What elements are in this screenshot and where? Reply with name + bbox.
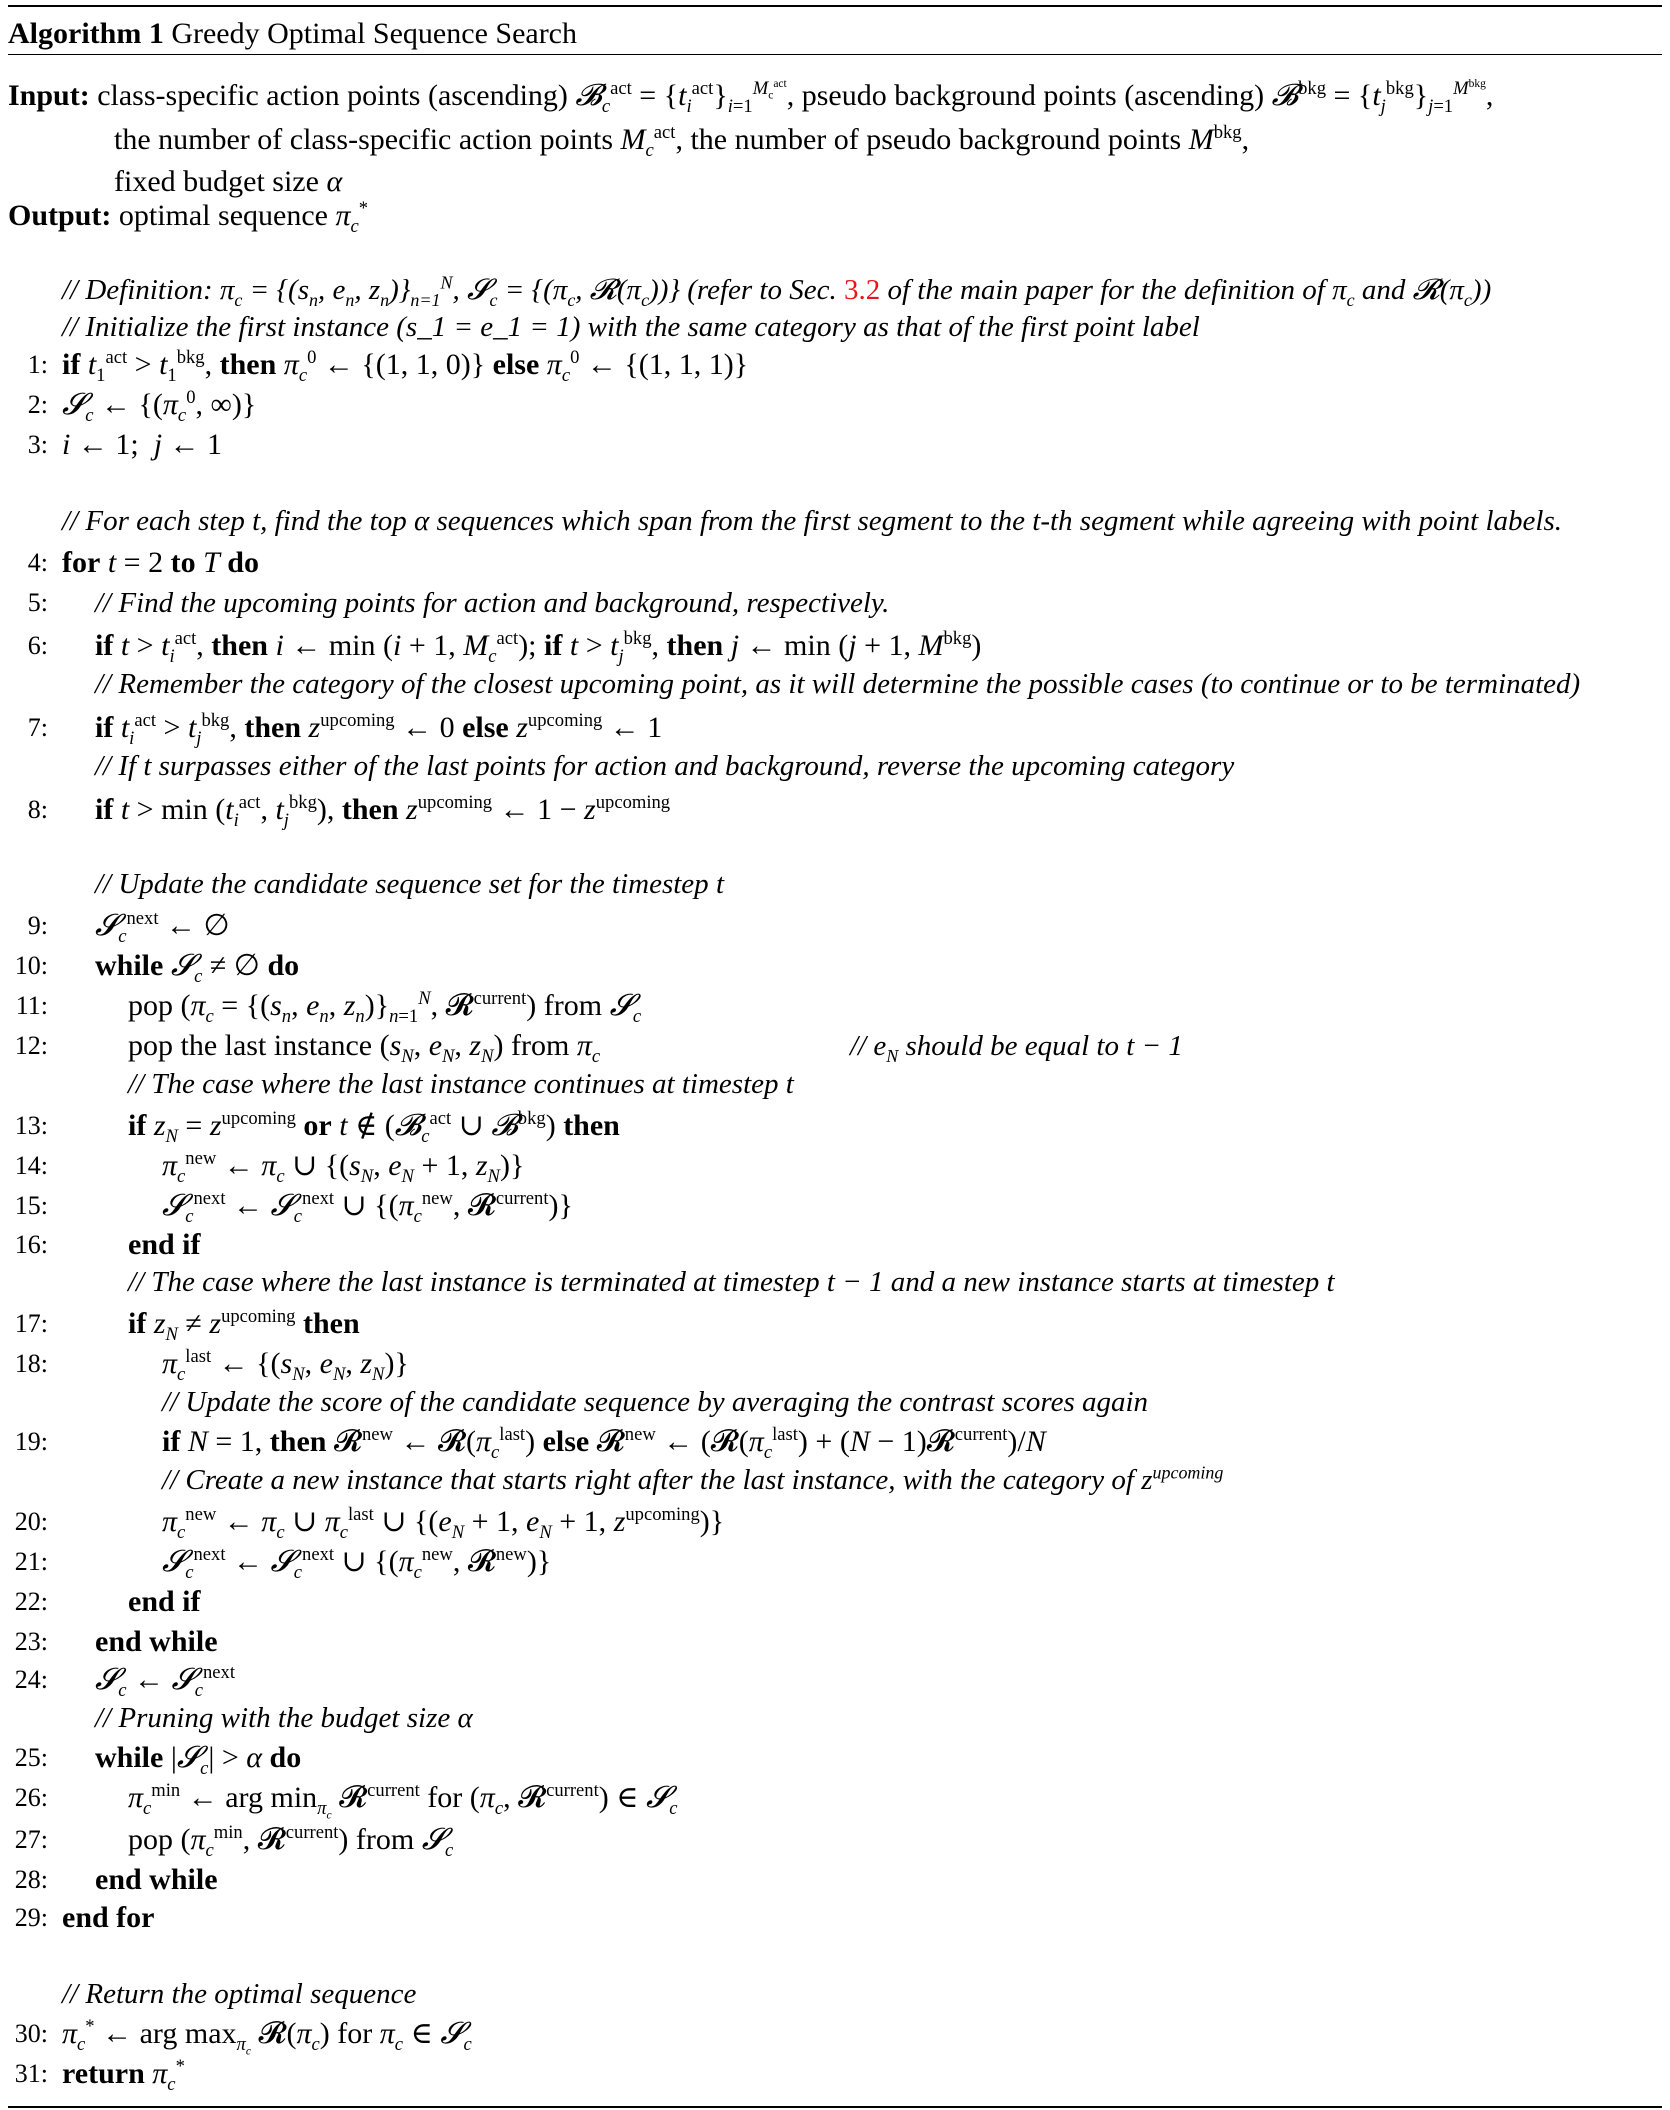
algo-line-17: if $z_N \ne z^{upcoming}$ then (128, 1306, 360, 1345)
line-number: 10: (14, 951, 48, 980)
line-number: 25: (14, 1743, 48, 1772)
comment-definition: // Definition: $\pi_c = \{(s_n$, $e_n$, $z_n)\}_{n=1}^N$, 𝓢$_c$ = {($\pi_c$, $𝓡(\pi_c)$)} (refer to Sec. 3.2 of the main paper for the definition of $\pi_c$ and $𝓡(\pi_c)$) (62, 272, 1492, 310)
comment-case-terminated: // The case where the last instance is terminated at timestep t − 1 and a new instance starts at timestep t (128, 1266, 1335, 1298)
algo-line-8: if $t > \min (t_i^{act}$, $t_j^{bkg}$), then $z^{upcoming}$ ← $1 - z^{upcoming}$ (95, 792, 671, 831)
algo-line-5: // Find the upcoming points for action and background, respectively. (95, 587, 890, 619)
algo-line-9: 𝓢$_c^{next}$ ← ∅ (95, 908, 230, 947)
line-number: 17: (14, 1309, 48, 1338)
algo-line-4: for t = 2 to T do (62, 546, 259, 579)
line-number: 24: (14, 1665, 48, 1694)
input-row (8, 77, 1494, 117)
line-number: 13: (14, 1111, 48, 1140)
algo-line-10: while 𝓢$_c$ ≠ ∅ do (95, 949, 300, 987)
line-number: 18: (14, 1349, 48, 1378)
line-number: 27: (14, 1825, 48, 1854)
line-number: 14: (14, 1151, 48, 1180)
line-number: 23: (14, 1627, 48, 1656)
bottom-rule (8, 2106, 1662, 2108)
comment-initialize: // Initialize the first instance (s_1 = e_1 = 1) with the same category as that of the first point label (62, 311, 1200, 343)
algorithm-label: Algorithm 1 (8, 17, 164, 50)
algorithm-caption (8, 16, 577, 52)
comment-for-each-step: // For each step t, find the top α sequences which span from the first segment to the t-th segment while agreeing with point labels. (62, 505, 1562, 537)
output-text: optimal sequence $\pi_c^*$ (118, 198, 369, 237)
section-ref-link[interactable]: 3.2 (843, 274, 881, 306)
line-number: 29: (14, 1903, 48, 1932)
line-number: 22: (14, 1587, 48, 1616)
algo-line-22: end if (128, 1585, 201, 1618)
algo-line-29: end for (62, 1901, 155, 1934)
comment-reverse-category: // If t surpasses either of the last points for action and background, reverse the upcoming category (95, 750, 1235, 782)
algo-line-31: return $\pi_c^*$ (62, 2056, 185, 2095)
output-row (8, 198, 369, 237)
input-line-3: fixed budget size α (114, 165, 343, 198)
algo-line-1: if $t_1^{act} > t_1^{bkg}$, then $\pi_c^0$ ← {(1, 1, 0)} else $\pi_c^0$ ← {(1, 1, 1)} (62, 347, 749, 386)
algo-line-11: pop ($\pi_c = \{(s_n$, $e_n$, $z_n)\}_{n=1}^N$, 𝓡$^{current}$) from 𝓢$_c$ (128, 988, 642, 1027)
line-number: 16: (14, 1230, 48, 1259)
comment-update-score: // Update the score of the candidate sequence by averaging the contrast scores again (162, 1386, 1149, 1418)
line-number: 7: (27, 713, 48, 742)
line-number: 3: (27, 430, 48, 459)
algo-line-7: if $t_i^{act} > t_j^{bkg}$, then $z^{upcoming}$ ← 0 else $z^{upcoming}$ ← 1 (95, 710, 663, 749)
line-number: 28: (14, 1865, 48, 1894)
comment-return: // Return the optimal sequence (62, 1978, 417, 2010)
line-number: 5: (27, 588, 48, 617)
line-number: 12: (14, 1031, 48, 1060)
line-number: 30: (14, 2019, 48, 2048)
algo-line-3: i ← 1; j ← 1 (62, 428, 223, 461)
algo-line-19: if N = 1, then 𝓡$^{new}$ ← $𝓡(\pi_c^{last})$ else 𝓡$^{new}$ ← ($𝓡(\pi_c^{last}) + (N$ − 1)𝓡$^{current}$)/N (162, 1424, 1046, 1463)
line-number: 20: (14, 1507, 48, 1536)
output-label: Output: (8, 199, 112, 232)
line-number: 15: (14, 1191, 48, 1220)
algo-line-6: if $t > t_i^{act}$, then i ← min (i + 1, $M_c^{act}$); if $t > t_j^{bkg}$, then j ← min (j + 1, $M^{bkg}$) (95, 628, 982, 667)
algo-line-21: 𝓢$_c^{next}$ ← 𝓢$_c^{next}$ ∪ {($\pi_c^{new}$, 𝓡$^{new}$)} (162, 1544, 552, 1583)
algo-line-27: pop ($\pi_c^{min}$, 𝓡$^{current}$) from 𝓢$_c$ (128, 1822, 454, 1861)
input-line-2: the number of class-specific action points $M_c^{act}$, the number of pseudo background points $M^{bkg}$, (114, 122, 1250, 161)
algo-line-15: 𝓢$_c^{next}$ ← 𝓢$_c^{next}$ ∪ {($\pi_c^{new}$, 𝓡$^{current}$)} (162, 1188, 573, 1227)
line-number: 9: (27, 911, 48, 940)
algo-line-25: while |𝓢$_c$| > α do (95, 1741, 302, 1779)
algo-line-30: $\pi_c^*$ ← arg $\max_{\pi_c}$ $𝓡(\pi_c)$ for $\pi_c$ ∈ 𝓢$_c$ (62, 2016, 472, 2058)
algorithm-title: Greedy Optimal Sequence Search (171, 17, 578, 50)
comment-create-instance: // Create a new instance that starts right after the last instance, with the category of $z^{upcoming}$ (162, 1462, 1224, 1496)
line-number: 21: (14, 1547, 48, 1576)
algo-line-12: pop the last instance ($s_N$, $e_N$, $z_N$) from $\pi_c$ (128, 1029, 601, 1067)
comment-en-equal: // $e_N$ should be equal to t − 1 (850, 1030, 1183, 1066)
line-number: 8: (27, 795, 48, 824)
line-number: 1: (27, 350, 48, 379)
algo-line-13: if $z_N = z^{upcoming}$ or t ∉ (𝓑$_c^{act}$ ∪ 𝓑$^{bkg}$) then (128, 1108, 620, 1147)
input-line-1: class-specific action points (ascending) 𝓑$_c^{act}$ = $\{t_i^{act}\}_{i=1}^{M_c^{act}}$, pseudo background points (ascending) 𝓑$^{bkg}$ = $\{t_j^{bkg}\}_{j=1}^{M^{bkg}}$, (97, 77, 1494, 117)
algo-line-18: $\pi_c^{last}$ ← {($s_N$, $e_N$, $z_N$)} (162, 1346, 409, 1385)
algo-line-23: end while (95, 1625, 218, 1658)
comment-update-candidates: // Update the candidate sequence set for the timestep t (95, 868, 724, 900)
comment-case-continue: // The case where the last instance continues at timestep t (128, 1068, 794, 1100)
algo-line-14: $\pi_c^{new}$ ← $\pi_c$ ∪ {($s_N$, $e_N + 1$, $z_N$)} (162, 1148, 525, 1187)
algo-line-28: end while (95, 1863, 218, 1896)
line-number: 2: (27, 390, 48, 419)
line-number: 19: (14, 1427, 48, 1456)
algo-line-24: 𝓢$_c$ ← 𝓢$_c^{next}$ (95, 1662, 236, 1701)
line-number: 4: (27, 548, 48, 577)
input-label: Input: (8, 79, 90, 112)
algo-line-16: end if (128, 1228, 201, 1261)
algo-line-20: $\pi_c^{new}$ ← $\pi_c$ ∪ $\pi_c^{last}$ ∪ {($e_N + 1$, $e_N + 1$, $z^{upcoming}$)} (162, 1504, 725, 1543)
line-number: 6: (27, 631, 48, 660)
line-number: 11: (15, 991, 48, 1020)
top-rule (8, 5, 1662, 7)
line-number: 31: (14, 2059, 48, 2088)
algo-line-26: $\pi_c^{min}$ ← arg $\min_{\pi_c}$ 𝓡$^{current}$ for ($\pi_c$, 𝓡$^{current}$) ∈ 𝓢$_c$ (128, 1780, 678, 1822)
line-number: 26: (14, 1783, 48, 1812)
algo-line-2: 𝓢$_c$ ← {($\pi_c^0$, ∞)} (62, 387, 257, 426)
comment-remember-category: // Remember the category of the closest upcoming point, as it will determine the possible cases (to continue or to be terminated) (95, 668, 1581, 700)
header-rule (8, 54, 1662, 55)
comment-pruning: // Pruning with the budget size α (95, 1702, 473, 1734)
